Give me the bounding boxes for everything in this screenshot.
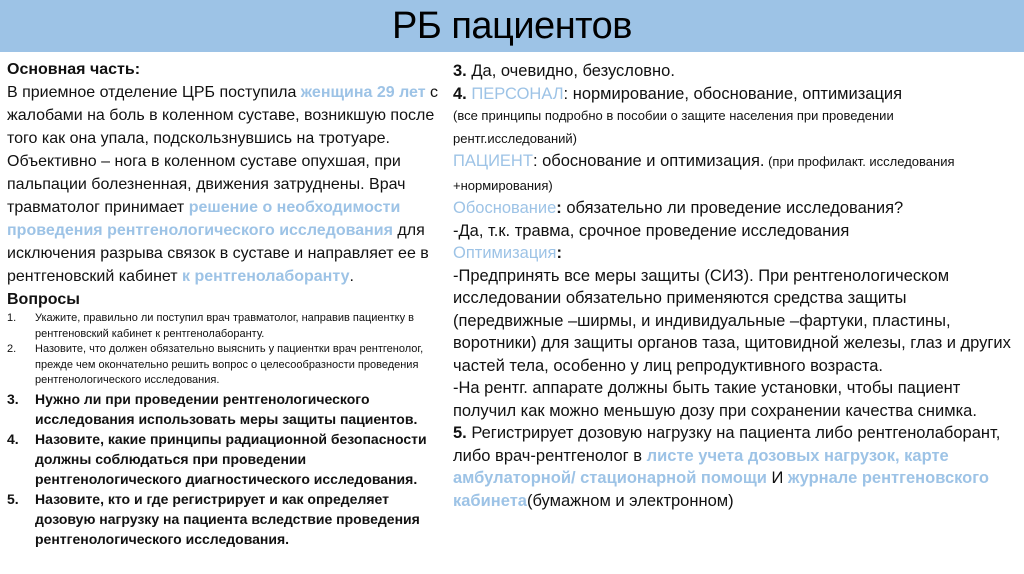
question-item: [7, 311, 447, 342]
slide-title: РБ пациентов: [392, 4, 632, 47]
answer-text: : нормирование, обоснование, оптимизация: [563, 84, 903, 103]
answer-5: [453, 422, 1021, 512]
optimization-text-2: -На рентг. аппарате должны быть такие установки, чтобы пациент получил как можно меньшую дозу при сохранении качества снимка.: [453, 379, 977, 420]
questions-title: Вопросы: [7, 291, 80, 308]
case-text: .: [349, 268, 354, 285]
answer-number: 5.: [453, 424, 467, 442]
case-description: [7, 81, 447, 288]
slide-header: [0, 0, 1024, 52]
answer-text: И: [766, 469, 788, 487]
highlight-staff: ПЕРСОНАЛ: [471, 84, 564, 103]
patient-principles: [453, 150, 1021, 197]
question-number: 3.: [7, 390, 19, 407]
question-number: 4.: [7, 430, 19, 447]
answer-3: [453, 60, 1021, 83]
answer-text: (бумажном и электронном): [526, 491, 734, 510]
answer-4-note: (все принципы подробно в пособии о защите населения при проведении рентг.исследований): [453, 108, 894, 146]
question-item: [7, 489, 447, 549]
answer-number: 3.: [453, 62, 467, 80]
answer-text: Регистрирует дозовую нагрузку на пациента либо рентгенолаборант, либо врач-рентгенолог в: [453, 424, 1001, 465]
answer-text: : обоснование и оптимизация.: [532, 152, 765, 170]
case-text: для исключения разрыва связок в суставе и направляет ее в рентгеновский кабинет: [7, 222, 429, 285]
question-item: [7, 342, 447, 389]
case-text: В приемное отделение ЦРБ поступила: [7, 84, 301, 101]
highlight-journal: журнале рентгеновского кабинета: [453, 469, 989, 510]
answer-text: Да, очевидно, безусловно.: [466, 62, 675, 80]
highlight-patient: женщина 29 лет: [300, 84, 426, 101]
questions-small-list: [7, 311, 447, 389]
highlight-technician: к рентгенолаборанту: [182, 268, 350, 285]
patient-note: (при профилакт. исследования +нормирования): [453, 154, 955, 193]
colon: :: [556, 199, 562, 217]
highlight-optimization: Оптимизация: [453, 244, 557, 262]
answer-text: обязательно ли проведение исследования?: [561, 199, 904, 217]
case-text: с жалобами на боль в коленном суставе, возникшую после того как она упала, подскользнувшись на тротуаре. Объективно – нога в коленном суставе опухшая, при пальпации болезненная, движения затруднены. Врач травматолог принимает: [7, 84, 439, 216]
question-number: 5.: [7, 490, 19, 507]
answer-4: [453, 83, 1021, 106]
section-title: Основная часть:: [7, 61, 141, 78]
optimization-text-1: -Предпринять все меры защиты (СИЗ). При рентгенологическом исследовании обязательно применяются средства защиты (передвижные –ширмы, и индивидуальные –фартуки, пластины, воротники) для защиты органов таза, щитовидной железы, глаз и других частей тела, особенно у лиц репродуктивного возраста.: [453, 266, 1011, 375]
question-number: 1.: [7, 312, 17, 324]
question-text: Укажите, правильно ли поступил врач травматолог, направив пациентку в рентгеновский кабинет к рентгенолаборанту.: [35, 312, 414, 340]
highlight-decision: решение о необходимости проведения рентгенологического исследования: [7, 199, 401, 239]
highlight-justification: Обоснование: [453, 199, 557, 217]
optimization: [453, 242, 1021, 265]
highlight-patient-label: ПАЦИЕНТ: [453, 152, 533, 170]
question-text: Назовите, какие принципы радиационной безопасности должны соблюдаться при проведении рентгенологического диагностического исследования.: [35, 430, 427, 487]
answers-column: [453, 60, 1021, 512]
questions-big-list: [7, 389, 447, 549]
highlight-records: листе учета дозовых нагрузок, карте амбулаторной/ стационарной помощи: [453, 446, 949, 487]
question-text: Назовите, что должен обязательно выяснить у пациентки врач рентгенолог, прежде чем окончательно решить вопрос о целесообразности проведения рентгенологического исследования.: [35, 343, 424, 386]
question-text: Назовите, кто и где регистрирует и как определяет дозовую нагрузку на пациента вследствие проведения рентгенологического исследования.: [35, 490, 420, 547]
question-item: [7, 429, 447, 489]
justification: [453, 197, 1021, 220]
question-number: 2.: [7, 343, 17, 355]
question-item: [7, 389, 447, 429]
colon: :: [556, 244, 562, 262]
justification-answer: -Да, т.к. травма, срочное проведение исследования: [453, 221, 850, 240]
question-text: Нужно ли при проведении рентгенологического исследования использовать меры защиты пациентов.: [35, 390, 418, 427]
answer-number: 4.: [453, 84, 467, 103]
case-column: [7, 58, 447, 549]
